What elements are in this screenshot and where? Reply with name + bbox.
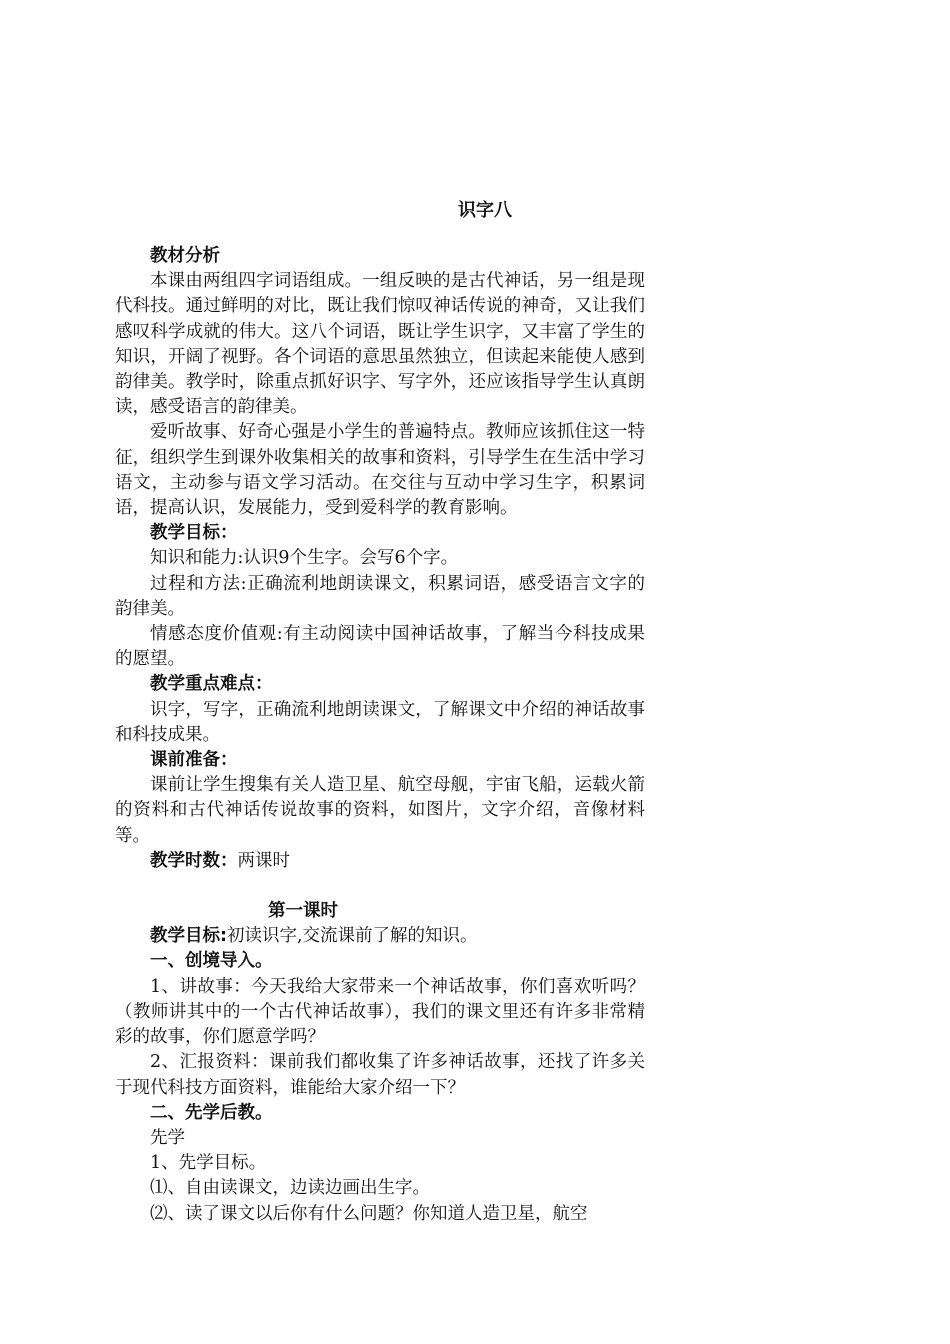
goals-heading: 教学目标： [150, 523, 238, 544]
teaching-hours-value: 两课时 [237, 850, 290, 871]
lesson-1-goal-label: 教学目标: [150, 926, 227, 947]
section-1-item-2: 2、汇报资料：课前我们都收集了许多神话故事，还找了许多关于现代科技方面资料，谁能给大家介绍一下？ [115, 1052, 645, 1098]
xianxue-item-2: ⑵、读了课文以后你有什么问题？你知道人造卫星，航空 [150, 1203, 588, 1224]
teaching-hours [115, 849, 645, 874]
goal-knowledge: 知识和能力:认识9个生字。会写6个字。 [150, 548, 459, 569]
section-1-heading: 一、创境导入。 [150, 951, 273, 972]
goal-process: 过程和方法:正确流利地朗读课文，积累词语，感受语言文字的韵律美。 [115, 573, 645, 619]
section-2-heading: 二、先学后教。 [150, 1102, 273, 1123]
document-title: 识字八 [458, 200, 512, 221]
analysis-heading: 教材分析 [150, 246, 220, 266]
preparation-text: 课前让学生搜集有关人造卫星、航空母舰，宇宙飞船，运载火箭的资料和古代神话传说故事的资料，如图片，文字介绍，音像材料等。 [115, 775, 645, 846]
goal-attitude: 情感态度价值观:有主动阅读中国神话故事，了解当今科技成果的愿望。 [115, 624, 645, 670]
key-points-text: 识字，写字，正确流利地朗读课文，了解课文中介绍的神话故事和科技成果。 [115, 699, 645, 745]
section-1-item-1: 1、讲故事：今天我给大家带来一个神话故事，你们喜欢听吗？（教师讲其中的一个古代神话故事），我们的课文里还有许多非常精彩的故事，你们愿意学吗？ [115, 976, 645, 1048]
analysis-paragraph-1: 本课由两组四字词语组成。一组反映的是古代神话，另一组是现代科技。通过鲜明的对比，既让我们惊叹神话传说的神奇，又让我们感叹科学成就的伟大。这八个词语，既让学生识字，又丰富了学生的知识，开阔了视野。各个词语的意思虽然独立，但读起来能使人感到韵律美。教学时，除重点抓好识字、写字外，还应该指导学生认真朗读，感受语言的韵律美。 [115, 271, 645, 418]
xianxue-label: 先学 [150, 1127, 185, 1148]
lesson-1-goal [115, 924, 645, 949]
xianxue-goal: 1、先学目标。 [150, 1153, 267, 1174]
key-points-heading: 教学重点难点： [150, 674, 273, 695]
document-body [115, 244, 645, 1227]
analysis-paragraph-2: 爱听故事、好奇心强是小学生的普遍特点。教师应该抓住这一特征，组织学生到课外收集相关的故事和资料，引导学生在生活中学习语文，主动参与语文学习活动。在交往与互动中学习生字，积累词语，提高认识，发展能力，受到爱科学的教育影响。 [115, 422, 645, 519]
teaching-hours-label: 教学时数： [150, 850, 238, 871]
blank-line [115, 874, 645, 899]
preparation-heading: 课前准备： [150, 750, 238, 771]
xianxue-item-1: ⑴、自由读课文，边读边画出生字。 [150, 1178, 430, 1199]
lesson-1-title: 第一课时 [268, 901, 338, 922]
lesson-1-goal-text: 初读识字,交流课前了解的知识。 [227, 926, 478, 947]
